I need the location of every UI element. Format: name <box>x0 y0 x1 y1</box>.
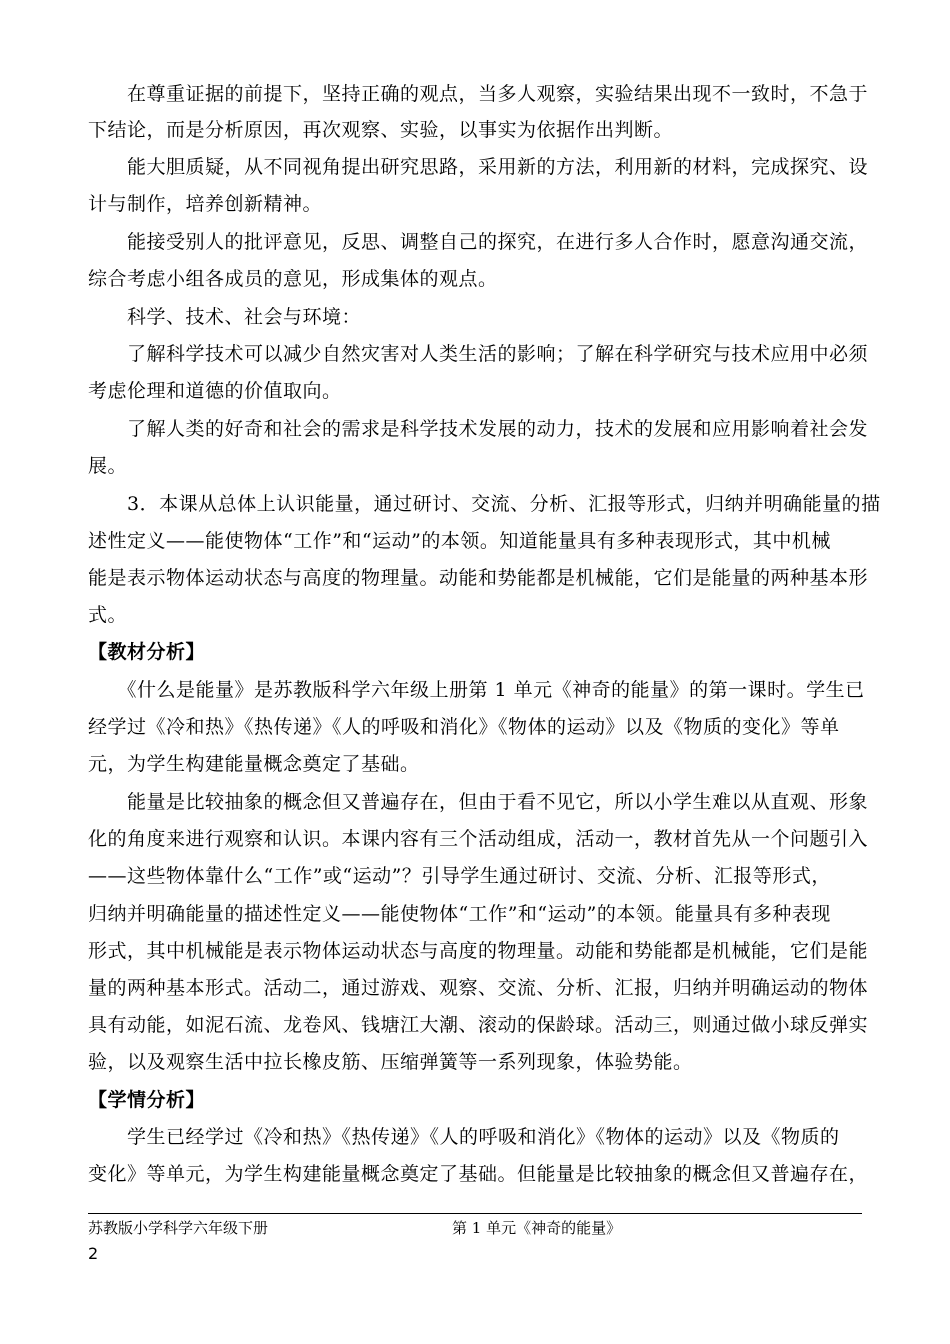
text-line: 述性定义——能使物体“工作”和“运动”的本领。知道能量具有多种表现形式，其中机械 <box>88 530 831 552</box>
text-line: 元，为学生构建能量概念奠定了基础。 <box>88 753 420 775</box>
text-line: 展。 <box>88 455 128 477</box>
text-line: 验，以及观察生活中拉长橡皮筋、压缩弹簧等一系列现象，体验势能。 <box>88 1051 693 1073</box>
text-line: 经学过《冷和热》《热传递》《人的呼吸和消化》《物体的运动》以及《物质的变化》等单 <box>88 716 840 738</box>
section-heading-learner-analysis: 【学情分析】 <box>88 1089 206 1111</box>
text-line: 计与制作，培养创新精神。 <box>88 193 323 215</box>
text-line: 了解人类的好奇和社会的需求是科学技术发展的动力，技术的发展和应用影响着社会发 <box>88 418 869 440</box>
footer-divider <box>88 1213 862 1214</box>
text-line: 在尊重证据的前提下，坚持正确的观点，当多人观察，实验结果出现不一致时，不急于 <box>88 83 869 105</box>
text-line: 化的角度来进行观察和认识。本课内容有三个活动组成，活动一，教材首先从一个问题引入 <box>88 828 869 850</box>
text-line: 具有动能，如泥石流、龙卷风、钱塘江大潮、滚动的保龄球。活动三，则通过做小球反弹实 <box>88 1014 869 1036</box>
text-line: 综合考虑小组各成员的意见，形成集体的观点。 <box>88 268 498 290</box>
text-line: ——这些物体靠什么“工作”或“运动”？引导学生通过研讨、交流、分析、汇报等形式， <box>88 865 831 887</box>
text-line: 量的两种基本形式。活动二，通过游戏、观察、交流、分析、汇报，归纳并明确运动的物体 <box>88 977 869 999</box>
text-line: 3．本课从总体上认识能量，通过研讨、交流、分析、汇报等形式，归纳并明确能量的描 <box>88 493 881 515</box>
section-heading-textbook-analysis: 【教材分析】 <box>88 641 206 663</box>
text-line: 了解科学技术可以减少自然灾害对人类生活的影响；了解在科学研究与技术应用中必须 <box>88 343 869 365</box>
page-number: 2 <box>88 1244 99 1263</box>
text-line: 考虑伦理和道德的价值取向。 <box>88 380 342 402</box>
text-line: 学生已经学过《冷和热》《热传递》《人的呼吸和消化》《物体的运动》以及《物质的 <box>88 1126 840 1148</box>
text-line: 下结论，而是分析原因，再次观察、实验，以事实为依据作出判断。 <box>88 119 674 141</box>
text-line: 能接受别人的批评意见，反思、调整自己的探究，在进行多人合作时，愿意沟通交流， <box>88 231 869 253</box>
text-line: 科学、技术、社会与环境： <box>88 306 362 328</box>
text-line: 能量是比较抽象的概念但又普遍存在，但由于看不见它，所以小学生难以从直观、形象 <box>88 791 869 813</box>
footer-unit-title: 第 1 单元《神奇的能量》 <box>452 1219 622 1237</box>
footer-book-title: 苏教版小学科学六年级下册 <box>88 1219 269 1237</box>
text-line: 能大胆质疑，从不同视角提出研究思路，采用新的方法，利用新的材料，完成探究、设 <box>88 156 869 178</box>
text-line: 形式，其中机械能是表示物体运动状态与高度的物理量。动能和势能都是机械能，它们是能 <box>88 940 869 962</box>
text-line: 《什么是能量》是苏教版科学六年级上册第 1 单元《神奇的能量》的第一课时。学生已 <box>88 679 865 701</box>
text-line: 变化》等单元，为学生构建能量概念奠定了基础。但能量是比较抽象的概念但又普遍存在， <box>88 1163 869 1185</box>
text-line: 能是表示物体运动状态与高度的物理量。动能和势能都是机械能，它们是能量的两种基本形 <box>88 567 869 589</box>
text-line: 式。 <box>88 604 128 626</box>
text-line: 归纳并明确能量的描述性定义——能使物体“工作”和“运动”的本领。能量具有多种表现 <box>88 903 831 925</box>
